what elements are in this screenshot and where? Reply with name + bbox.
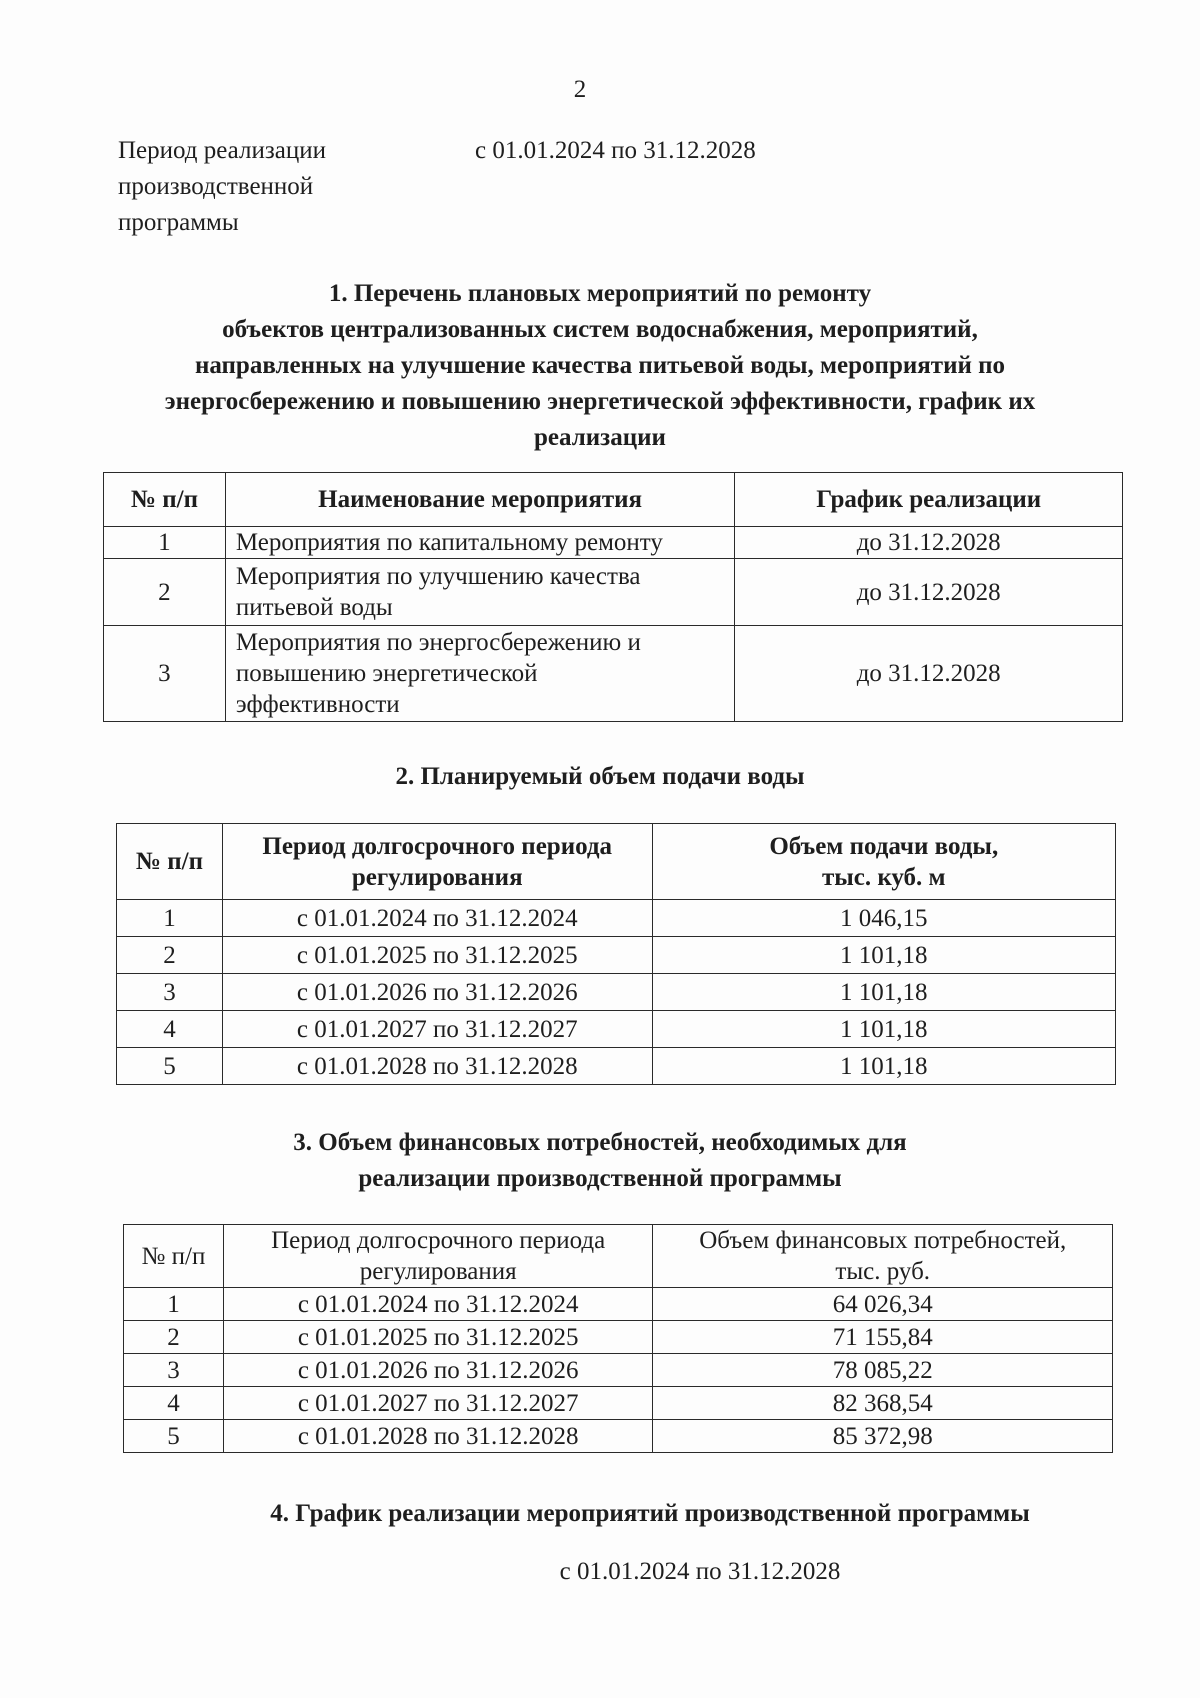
row-period: с 01.01.2025 по 31.12.2025 [223,1321,653,1354]
col-header-num: № п/п [124,1225,224,1288]
row-period: с 01.01.2026 по 31.12.2026 [223,1354,653,1387]
section1-title-line: направленных на улучшение качества питьевой воды, мероприятий по [194,352,1006,379]
row-period: с 01.01.2027 по 31.12.2027 [222,1011,652,1048]
table-row [117,937,1116,974]
row-num: 1 [124,1288,224,1321]
table-header-row [124,1225,1113,1288]
table-row [124,1354,1113,1387]
section3-title [100,1125,1100,1197]
col-header-num: № п/п [117,824,223,900]
table-row [104,626,1123,722]
col-header-amount [653,1225,1113,1288]
row-name [225,559,735,626]
row-name-line: Мероприятия по энергосбережению и [235,629,641,656]
row-value: 85 372,98 [653,1420,1113,1453]
table-row [117,900,1116,937]
section2-title: 2. Планируемый объем подачи воды [395,763,805,790]
row-value: 64 026,34 [653,1288,1113,1321]
table-row [104,559,1123,626]
row-num: 3 [104,626,226,722]
row-schedule: до 31.12.2028 [735,559,1123,626]
period-label-line: программы [118,209,239,236]
period-value: с 01.01.2024 по 31.12.2028 [475,137,756,164]
row-num: 2 [117,937,223,974]
row-value: 1 101,18 [652,1011,1115,1048]
row-name-line: питьевой воды [235,594,393,621]
col-header-volume-line: тыс. куб. м [821,863,946,891]
section4-title: 4. График реализации мероприятий производственной программы [270,1500,1030,1527]
period-label [118,133,418,241]
row-num: 5 [117,1048,223,1085]
section1-table [103,472,1123,722]
section2-table [116,823,1116,1085]
row-name-line: Мероприятия по улучшению качества [235,563,641,590]
row-period: с 01.01.2028 по 31.12.2028 [223,1420,653,1453]
table-row [117,974,1116,1011]
section1-title-line: объектов централизованных систем водоснабжения, мероприятий, [222,316,978,343]
row-name-line: эффективности [235,691,400,718]
row-num: 4 [124,1387,224,1420]
section1-title-line: 1. Перечень плановых мероприятий по ремонту [328,280,872,307]
col-header-schedule: График реализации [735,473,1123,527]
row-value: 1 101,18 [652,1048,1115,1085]
section1-title-line: реализации [534,424,666,451]
row-num: 5 [124,1420,224,1453]
row-value: 78 085,22 [653,1354,1113,1387]
row-num: 2 [104,559,226,626]
col-header-period-line: регулирования [359,1258,517,1285]
row-value: 82 368,54 [653,1387,1113,1420]
section1-title-line: энергосбережению и повышению энергетической эффективности, график их [164,388,1036,415]
row-period: с 01.01.2027 по 31.12.2027 [223,1387,653,1420]
row-name [225,626,735,722]
period-label-line: Период реализации [118,137,326,164]
section3-title-line: реализации производственной программы [358,1165,842,1192]
row-num: 1 [117,900,223,937]
row-period: с 01.01.2026 по 31.12.2026 [222,974,652,1011]
col-header-period [222,824,652,900]
col-header-volume-line: Объем подачи воды, [769,832,999,860]
row-value: 1 101,18 [652,974,1115,1011]
col-header-amount-line: тыс. руб. [835,1258,931,1285]
page-number: 2 [573,76,587,103]
row-value: 1 046,15 [652,900,1115,937]
row-name-line: повышению энергетической [235,660,538,687]
row-schedule: до 31.12.2028 [735,626,1123,722]
row-num: 3 [117,974,223,1011]
col-header-volume [652,824,1115,900]
section1-title [100,276,1100,456]
table-row [117,1048,1116,1085]
row-period: с 01.01.2028 по 31.12.2028 [222,1048,652,1085]
row-value: 71 155,84 [653,1321,1113,1354]
table-row [124,1387,1113,1420]
col-header-period [223,1225,653,1288]
row-period: с 01.01.2024 по 31.12.2024 [223,1288,653,1321]
col-header-period-line: регулирования [351,863,523,891]
row-num: 3 [124,1354,224,1387]
row-num: 4 [117,1011,223,1048]
row-name [225,527,735,559]
table-row [124,1420,1113,1453]
col-header-amount-line: Объем финансовых потребностей, [699,1227,1067,1254]
table-row [104,527,1123,559]
section4-period: с 01.01.2024 по 31.12.2028 [559,1558,841,1585]
section3-title-line: 3. Объем финансовых потребностей, необходимых для [293,1129,907,1156]
row-value: 1 101,18 [652,937,1115,974]
table-row [124,1321,1113,1354]
table-row [124,1288,1113,1321]
row-num: 1 [104,527,226,559]
col-header-name: Наименование мероприятия [225,473,735,527]
period-label-line: производственной [118,173,314,200]
table-header-row [104,473,1123,527]
row-schedule: до 31.12.2028 [735,527,1123,559]
row-period: с 01.01.2025 по 31.12.2025 [222,937,652,974]
section3-table [123,1224,1113,1453]
row-num: 2 [124,1321,224,1354]
col-header-num: № п/п [104,473,226,527]
col-header-period-line: Период долгосрочного периода [262,832,613,860]
row-period: с 01.01.2024 по 31.12.2024 [222,900,652,937]
table-header-row [117,824,1116,900]
col-header-period-line: Период долгосрочного периода [271,1227,606,1254]
row-name-line: Мероприятия по капитальному ремонту [235,529,663,556]
table-row [117,1011,1116,1048]
